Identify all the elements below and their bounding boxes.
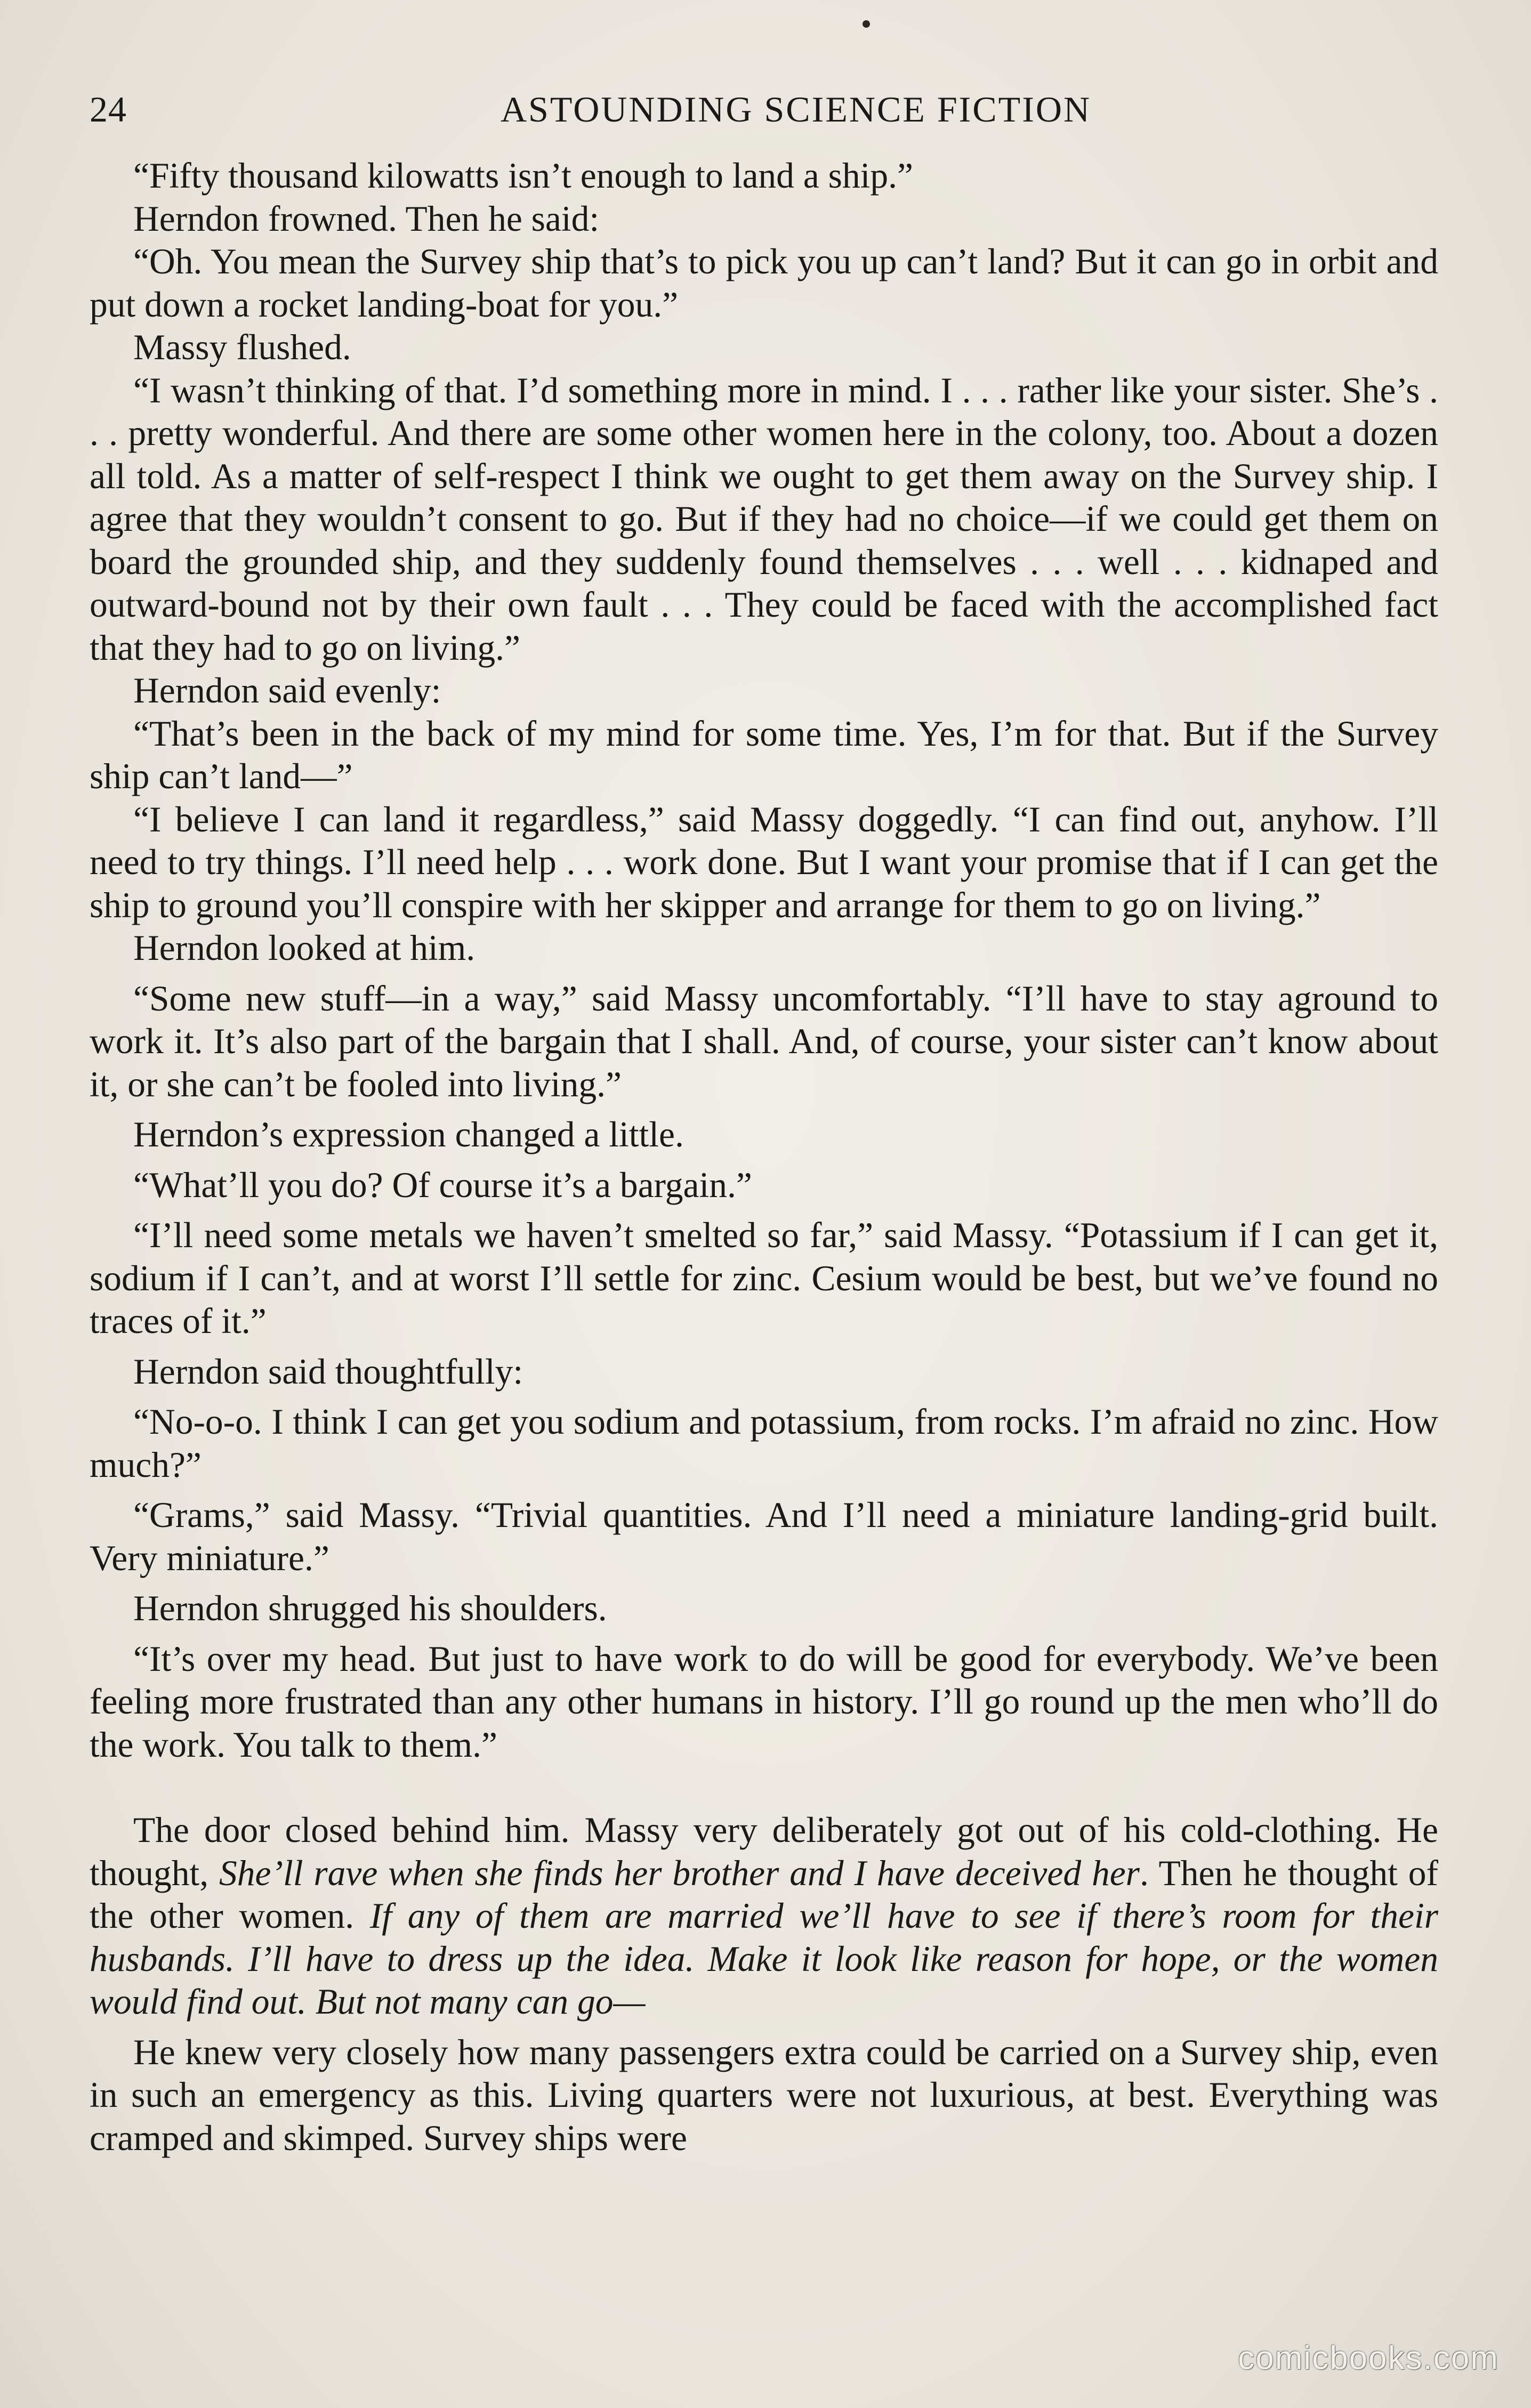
page-number: 24 [90, 89, 127, 130]
paragraph: “What’ll you do? Of course it’s a bargain.” [133, 1165, 752, 1205]
body-text [90, 155, 1438, 2160]
paragraph: Herndon said thoughtfully: [133, 1351, 523, 1392]
paragraph: Massy flushed. [133, 327, 351, 367]
paragraph: Herndon said evenly: [133, 670, 441, 710]
paragraph: “Fifty thousand kilowatts isn’t enough to land a ship.” [133, 156, 913, 196]
scene-break-paragraph [90, 1809, 1438, 2024]
ink-dot [863, 20, 870, 28]
paragraph: “Some new stuff—in a way,” said Massy uncomfortably. “I’ll have to stay aground to work it. It’s also part of the bargain that I shall. And, of course, your sister can’t know about it, or she can’t be fooled into living.” [90, 978, 1438, 1104]
paragraph: “That’s been in the back of my mind for some time. Yes, I’m for that. But if the Survey ship can’t land—” [90, 713, 1438, 796]
paragraph: “It’s over my head. But just to have work to do will be good for everybody. We’ve been feeling more frustrated than any other humans in history. I’ll go round up the men who’ll do the work. You talk to them.” [90, 1638, 1438, 1765]
paragraph: “I wasn’t thinking of that. I’d something more in mind. I . . . rather like your sister. She’s . . . pretty wonderful. And there are some other women here in the colony, too. About a dozen all told. As a matter of self-respect I think we ought to get them away on the Survey ship. I agree that they wouldn’t consent to go. But if they had no choice—if we could get them on board the grounded ship, and they suddenly found themselves . . . well . . . kidnaped and outward-bound not by their own fault . . . They could be faced with the accomplished fact that they had to go on living.” [90, 370, 1438, 668]
paragraph: “I believe I can land it regardless,” said Massy doggedly. “I can find out, anyhow. I’ll need to try things. I’ll need help . . . work done. But I want your promise that if I can get the ship to ground you’ll conspire with her skipper and arrange for them to go on living.” [90, 799, 1438, 925]
italic-thought: She’ll rave when she finds her brother and I have deceived her [219, 1853, 1140, 1893]
paragraph: Herndon shrugged his shoulders. [133, 1588, 607, 1628]
paragraph: Herndon looked at him. [133, 928, 476, 968]
running-head: ASTOUNDING SCIENCE FICTION [500, 89, 1092, 130]
paragraph: “Grams,” said Massy. “Trivial quantities. And I’ll need a miniature landing-grid built. Very miniature.” [90, 1495, 1438, 1578]
paragraph: Herndon’s expression changed a little. [133, 1114, 684, 1154]
italic-thought: If any of them are married we’ll have to see if there’s room for their husbands. I’ll have to dress up the idea. Make it look like reason for hope, or the women would find out. But not many can go— [90, 1896, 1438, 2022]
page-header [90, 85, 1438, 133]
narration-text: The door closed behind him. Massy very deliberately got out of his cold-clothing. He thought, [90, 1810, 1438, 1893]
paragraph: “I’ll need some metals we haven’t smelted so far,” said Massy. “Potassium if I can get it, sodium if I can’t, and at worst I’ll settle for zinc. Cesium would be best, but we’ve found no traces of it.” [90, 1215, 1438, 1341]
paragraph: He knew very closely how many passengers extra could be carried on a Survey ship, even in such an emergency as this. Living quarters were not luxurious, at best. Everything was cramped and skimped. Survey ships were [90, 2032, 1438, 2158]
watermark: comicbooks.com [1238, 2340, 1499, 2377]
paragraph: Herndon frowned. Then he said: [133, 198, 600, 239]
narration-text: . Then he thought of the other women. [90, 1853, 1438, 1936]
paragraph: “No-o-o. I think I can get you sodium and potassium, from rocks. I’m afraid no zinc. How much?” [90, 1402, 1438, 1485]
paragraph: “Oh. You mean the Survey ship that’s to pick you up can’t land? But it can go in orbit and put down a rocket landing-boat for you.” [90, 241, 1438, 325]
